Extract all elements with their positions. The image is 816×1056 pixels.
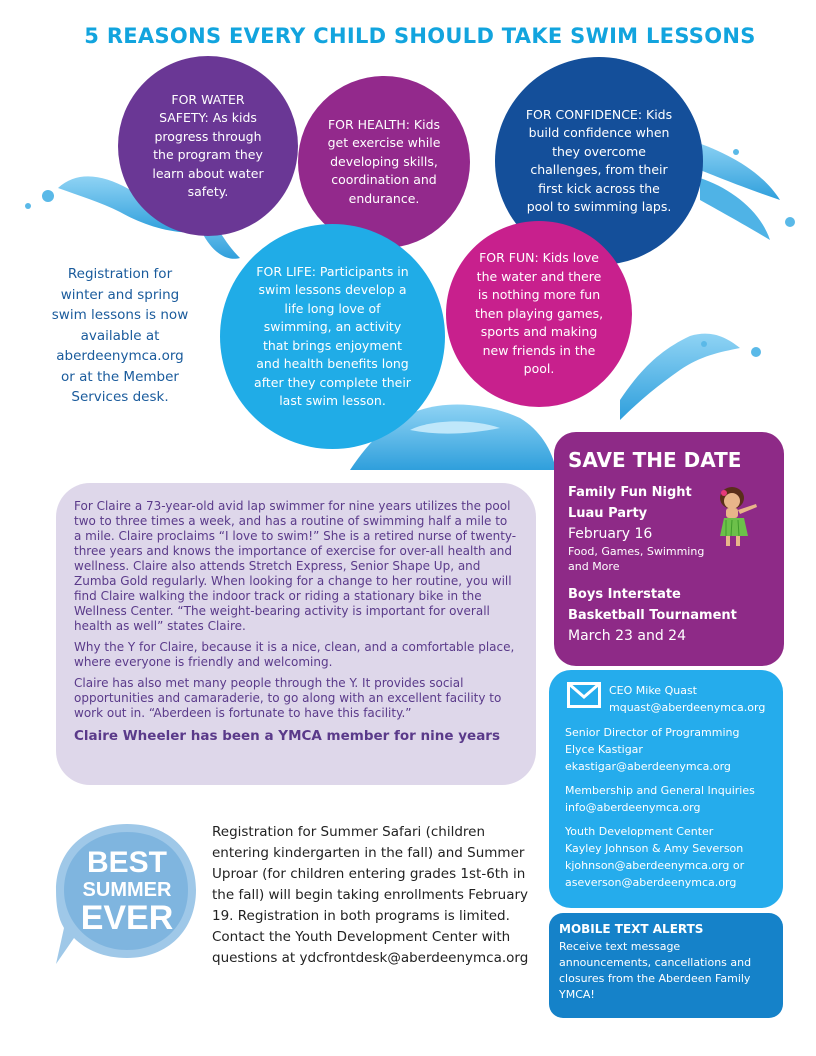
event1-date: February 16 [568,526,653,542]
event1-details: Food, Games, Swimming and More [568,545,705,573]
registration-note: Registration for winter and spring swim lessons is now available at aberdeenymca.org or at the Member Services desk. [51,266,189,405]
hula-girl-icon [704,486,764,550]
ceo-title: CEO Mike Quast [609,684,697,697]
page-title: 5 REASONS EVERY CHILD SHOULD TAKE SWIM LESSONS [84,24,756,48]
event2-title-line1: Boys Interstate [568,587,681,602]
programming-name: Elyce Kastigar [565,743,643,756]
story-paragraph-2: Why the Y for Claire, because it is a nice, clean, and a comfortable place, where everyone is friendly and welcoming. [74,640,515,669]
story-tagline: Claire Wheeler has been a YMCA member for nine years [74,728,500,744]
reason-life-text: FOR LIFE: Participants in swim lessons develop a life long love of swimming, an activity that brings enjoyment and health benefits long after they complete their last swim lesson. [254,263,411,408]
mobile-alerts-panel [549,913,783,1018]
member-story-panel [56,483,536,785]
save-the-date-heading: SAVE THE DATE [568,448,742,472]
envelope-icon [567,682,601,708]
youth-center-email-2[interactable]: aseverson@aberdeenymca.org [565,876,737,889]
reason-confidence-text: FOR CONFIDENCE: Kids build confidence when they overcome challenges, from their first kick across the pool to swimming laps. [525,106,673,214]
event2-date: March 23 and 24 [568,628,686,644]
best-summer-ever-logo [52,818,202,968]
reason-fun-circle [446,221,632,407]
reason-life-circle [220,224,445,449]
reason-fun-text: FOR FUN: Kids love the water and there is nothing more fun then playing games, sports and making new friends in the pool. [474,250,604,377]
programming-email[interactable]: ekastigar@aberdeenymca.org [565,760,731,773]
save-the-date-panel [554,432,784,666]
story-paragraph-3: Claire has also met many people through the Y. It provides social opportunities and camaraderie, to go along with an excellent facility to work out in. “Aberdeen is fortunate to have this facility.” [74,676,502,720]
reason-safety-text: FOR WATER SAFETY: As kids progress through the program they learn about water safety. [152,91,264,199]
membership-email[interactable]: info@aberdeenymca.org [565,801,701,814]
contacts-panel [549,670,783,908]
event1-title-line2: Luau Party [568,506,648,521]
reason-health-circle [298,76,470,248]
youth-center-title: Youth Development Center [565,825,714,838]
mobile-alerts-body: Receive text message announcements, cancellations and closures from the Aberdeen Family YMCA! [559,940,752,1001]
mobile-alerts-heading: MOBILE TEXT ALERTS [559,922,704,936]
programming-title: Senior Director of Programming [565,726,740,739]
logo-best: BEST [86,846,167,879]
event2-title-line2: Basketball Tournament [568,608,737,623]
youth-center-email-1[interactable]: kjohnson@aberdeenymca.org or [565,859,745,872]
youth-center-names: Kayley Johnson & Amy Severson [565,842,744,855]
membership-title: Membership and General Inquiries [565,784,755,797]
ceo-email[interactable]: mquast@aberdeenymca.org [609,701,766,714]
story-paragraph-1: For Claire a 73-year-old avid lap swimmer for nine years utilizes the pool two to three times a week, and has a routine of swimming half a mile to a mile. Claire proclaims “I love to swim!” She is a retired nurse of twenty-three years and knows the importance of exercise for over-all health and wellness. Claire also attends Stretch Express, Senior Shape Up, and Zumba Gold regularly. When looking for a change to her routine, you will find Claire walking the indoor track or riding a stationary bike in the Wellness Center. “The weight-bearing activity is important for overall health as well” states Claire. [74,499,517,633]
event1-title-line1: Family Fun Night [568,485,692,500]
logo-ever: EVER [80,899,174,937]
reason-health-text: FOR HEALTH: Kids get exercise while developing skills, coordination and endurance. [327,116,441,206]
summer-registration-text: Registration for Summer Safari (children entering kindergarten in the fall) and Summer Uproar (for children entering grades 1st-6th in the fall) will begin taking enrollments February 19. Registration in both programs is limited. Contact the Youth Development Center with questions at ydcfrontdesk@aberdeenymca.org [212,824,529,966]
logo-summer: SUMMER [82,879,172,901]
reason-safety-circle [118,56,298,236]
